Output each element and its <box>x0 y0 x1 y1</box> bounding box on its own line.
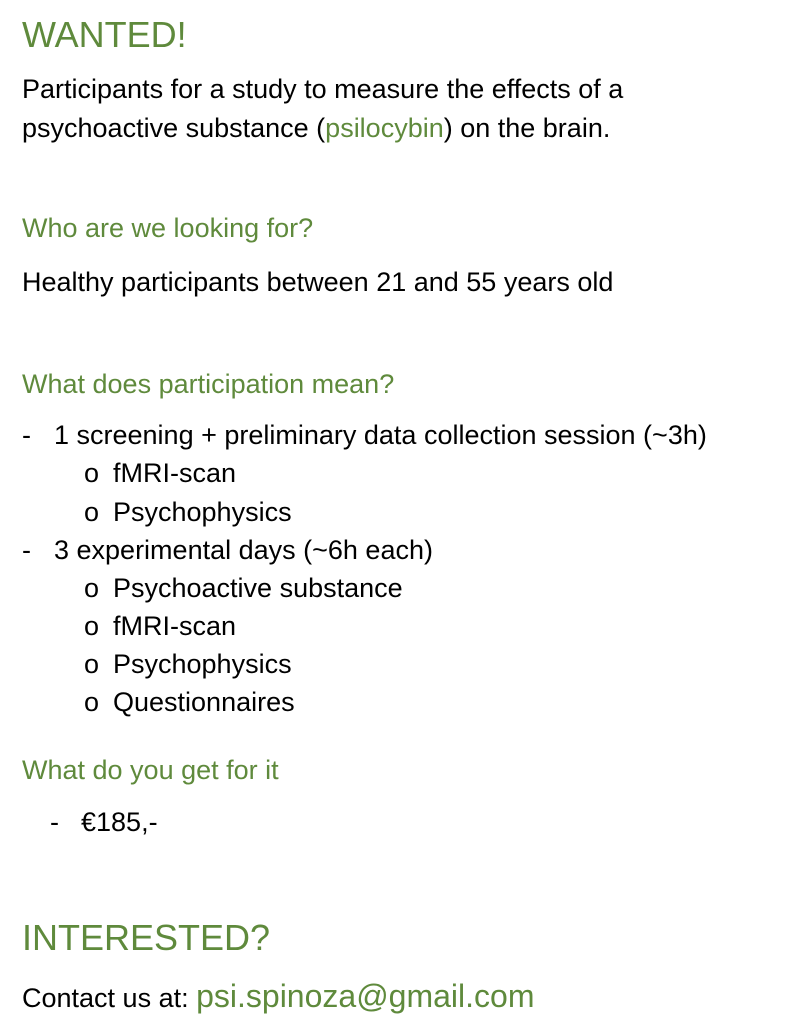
reward-item: - €185,- <box>50 807 158 837</box>
reward-heading: What do you get for it <box>22 755 279 785</box>
sub-list-item: o Psychoactive substance <box>84 573 403 603</box>
dash-bullet: - <box>50 807 59 837</box>
sub-list-item: o fMRI-scan <box>84 458 237 488</box>
who-heading: Who are we looking for? <box>22 213 314 243</box>
sub-list-item: o Questionnaires <box>84 687 295 717</box>
sub-list-item: o Psychophysics <box>84 649 292 679</box>
sub-list-item: o Psychophysics <box>84 497 292 527</box>
intro-line-1: Participants for a study to measure the effects of a <box>22 74 624 104</box>
list-item: - 1 screening + preliminary data collection session (~3h) <box>22 420 707 450</box>
circle-bullet: o <box>84 611 100 641</box>
interested-title: INTERESTED? <box>22 917 271 958</box>
circle-bullet: o <box>84 687 100 717</box>
who-text: Healthy participants between 21 and 55 years old <box>22 267 614 297</box>
circle-bullet: o <box>84 458 100 488</box>
contact-label: Contact us at: <box>22 983 197 1013</box>
circle-bullet: o <box>84 497 100 527</box>
contact-line <box>22 978 534 1015</box>
contact-email: psi.spinoza@gmail.com <box>196 978 535 1014</box>
intro-paragraph <box>22 70 623 148</box>
list-item: - 3 experimental days (~6h each) <box>22 535 433 565</box>
participation-heading: What does participation mean? <box>22 369 395 399</box>
sub-list-item: o fMRI-scan <box>84 611 237 641</box>
substance-name: psilocybin <box>325 113 444 143</box>
circle-bullet: o <box>84 649 100 679</box>
wanted-title: WANTED! <box>22 14 187 55</box>
dash-bullet: - <box>22 535 31 565</box>
dash-bullet: - <box>22 420 31 450</box>
circle-bullet: o <box>84 573 100 603</box>
intro-line-2: psychoactive substance (psilocybin) on the brain. <box>22 113 611 143</box>
